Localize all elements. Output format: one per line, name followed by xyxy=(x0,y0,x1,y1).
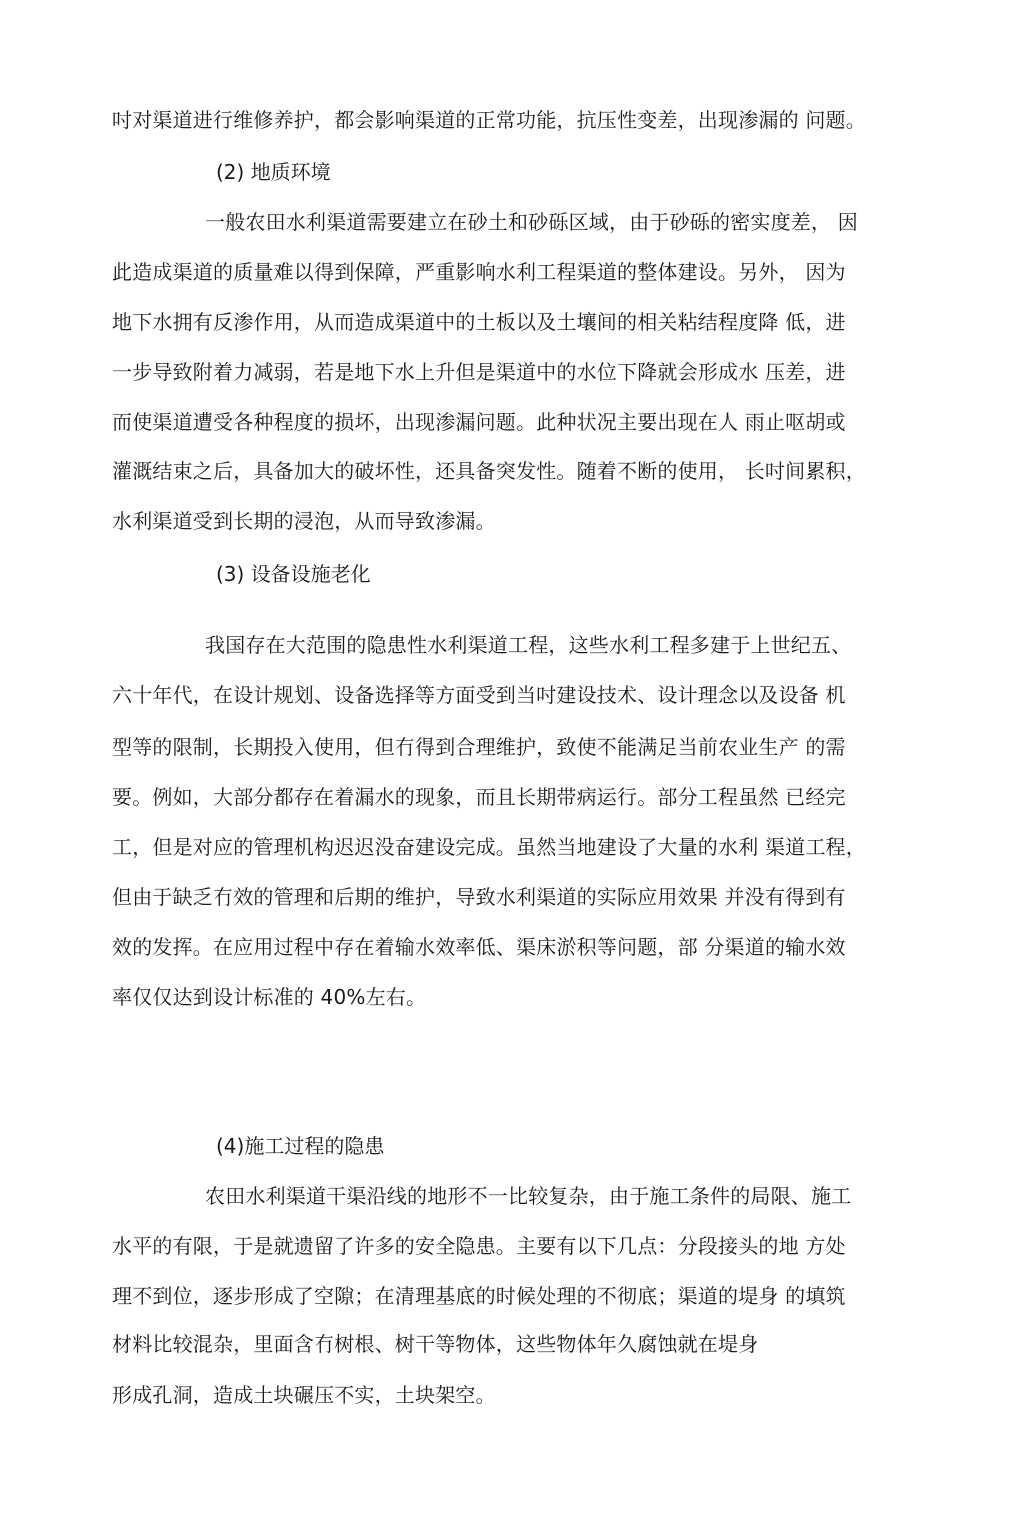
paragraph-line: 我国存在大范围的隐患性水利渠道工程，这些水利工程多建于上世纪五、 xyxy=(205,633,852,657)
paragraph-line: 理不到位，逐步形成了空隙；在清理基底的时候处理的不彻底；渠道的堤身 的填筑 xyxy=(112,1284,846,1308)
paragraph-line: 水利渠道受到长期的浸泡，从而导致渗漏。 xyxy=(112,509,496,533)
section-heading-geology: (2) 地质环境 xyxy=(216,160,331,184)
paragraph-line: 农田水利渠道干渠沿线的地形不一比较复杂，由于施工条件的局限、施工 xyxy=(205,1184,852,1208)
paragraph-line: 效的发挥。在应用过程中存在着输水效率低、渠床淤积等问题，部 分渠道的输水效 xyxy=(112,935,846,959)
paragraph-line: 水平的有限，于是就遗留了许多的安全隐患。主要有以下几点：分段接头的地 方处 xyxy=(112,1234,846,1258)
paragraph-line: 地下水拥有反渗作用，从而造成渠道中的土板以及土壤间的相关粘结程度降 低，进 xyxy=(112,310,846,334)
paragraph-line: 一步导致附着力减弱，若是地下水上升但是渠道中的水位下降就会形成水 压差，进 xyxy=(112,360,846,384)
paragraph-line: 但由于缺乏冇效的管理和后期的维护，导致水利渠道的实际应用效果 并没有得到有 xyxy=(112,885,846,909)
paragraph-line: 而使渠道遭受各种程度的损坏，出现渗漏问题。此种状况主要出现在人 雨止呕胡或 xyxy=(112,410,846,434)
paragraph-line: 率仅仅达到设计标准的 40%左右。 xyxy=(112,985,427,1009)
paragraph-line: 工，但是对应的管理机构迟迟没奋建设完成。虽然当地建设了大量的水利 渠道工程， xyxy=(112,835,866,859)
section-heading-aging: (3) 设备设施老化 xyxy=(216,562,371,586)
paragraph-line: 此造成渠道的质量难以得到保障，严重影响水利工程渠道的整体建设。另外， 因为 xyxy=(112,260,846,284)
paragraph-line: 要。例如，大部分都存在着漏水的现象，而且长期带病运行。部分工程虽然 已经完 xyxy=(112,785,846,809)
paragraph-line: 六十年代，在设计规划、设备选择等方面受到当吋建设技术、设计理念以及设备 机 xyxy=(112,683,846,707)
paragraph-line: 吋对渠道进行维修养护，都会影响渠道的正常功能，抗压性变差，出现渗漏的 问题。 xyxy=(112,108,866,132)
paragraph-line: 一般农田水利渠道需要建立在砂土和砂砾区域，由于砂砾的密实度差， 因 xyxy=(205,210,858,234)
paragraph-line: 灌溉结束之后，具备加大的破坏性，还具备突发性。随着不断的使用， 长吋间累积， xyxy=(112,459,866,483)
paragraph-line: 型等的限制，长期投入使用，但冇得到合理维护，致使不能满足当前农业生产 的需 xyxy=(112,735,846,759)
section-heading-construction: (4)施工过程的隐患 xyxy=(216,1134,385,1158)
paragraph-line: 形成孔洞，造成土块碾压不实，土块架空。 xyxy=(112,1383,496,1407)
paragraph-line: 材料比较混杂，里面含冇树根、树干等物体，这些物体年久腐蚀就在堤身 xyxy=(112,1332,759,1356)
